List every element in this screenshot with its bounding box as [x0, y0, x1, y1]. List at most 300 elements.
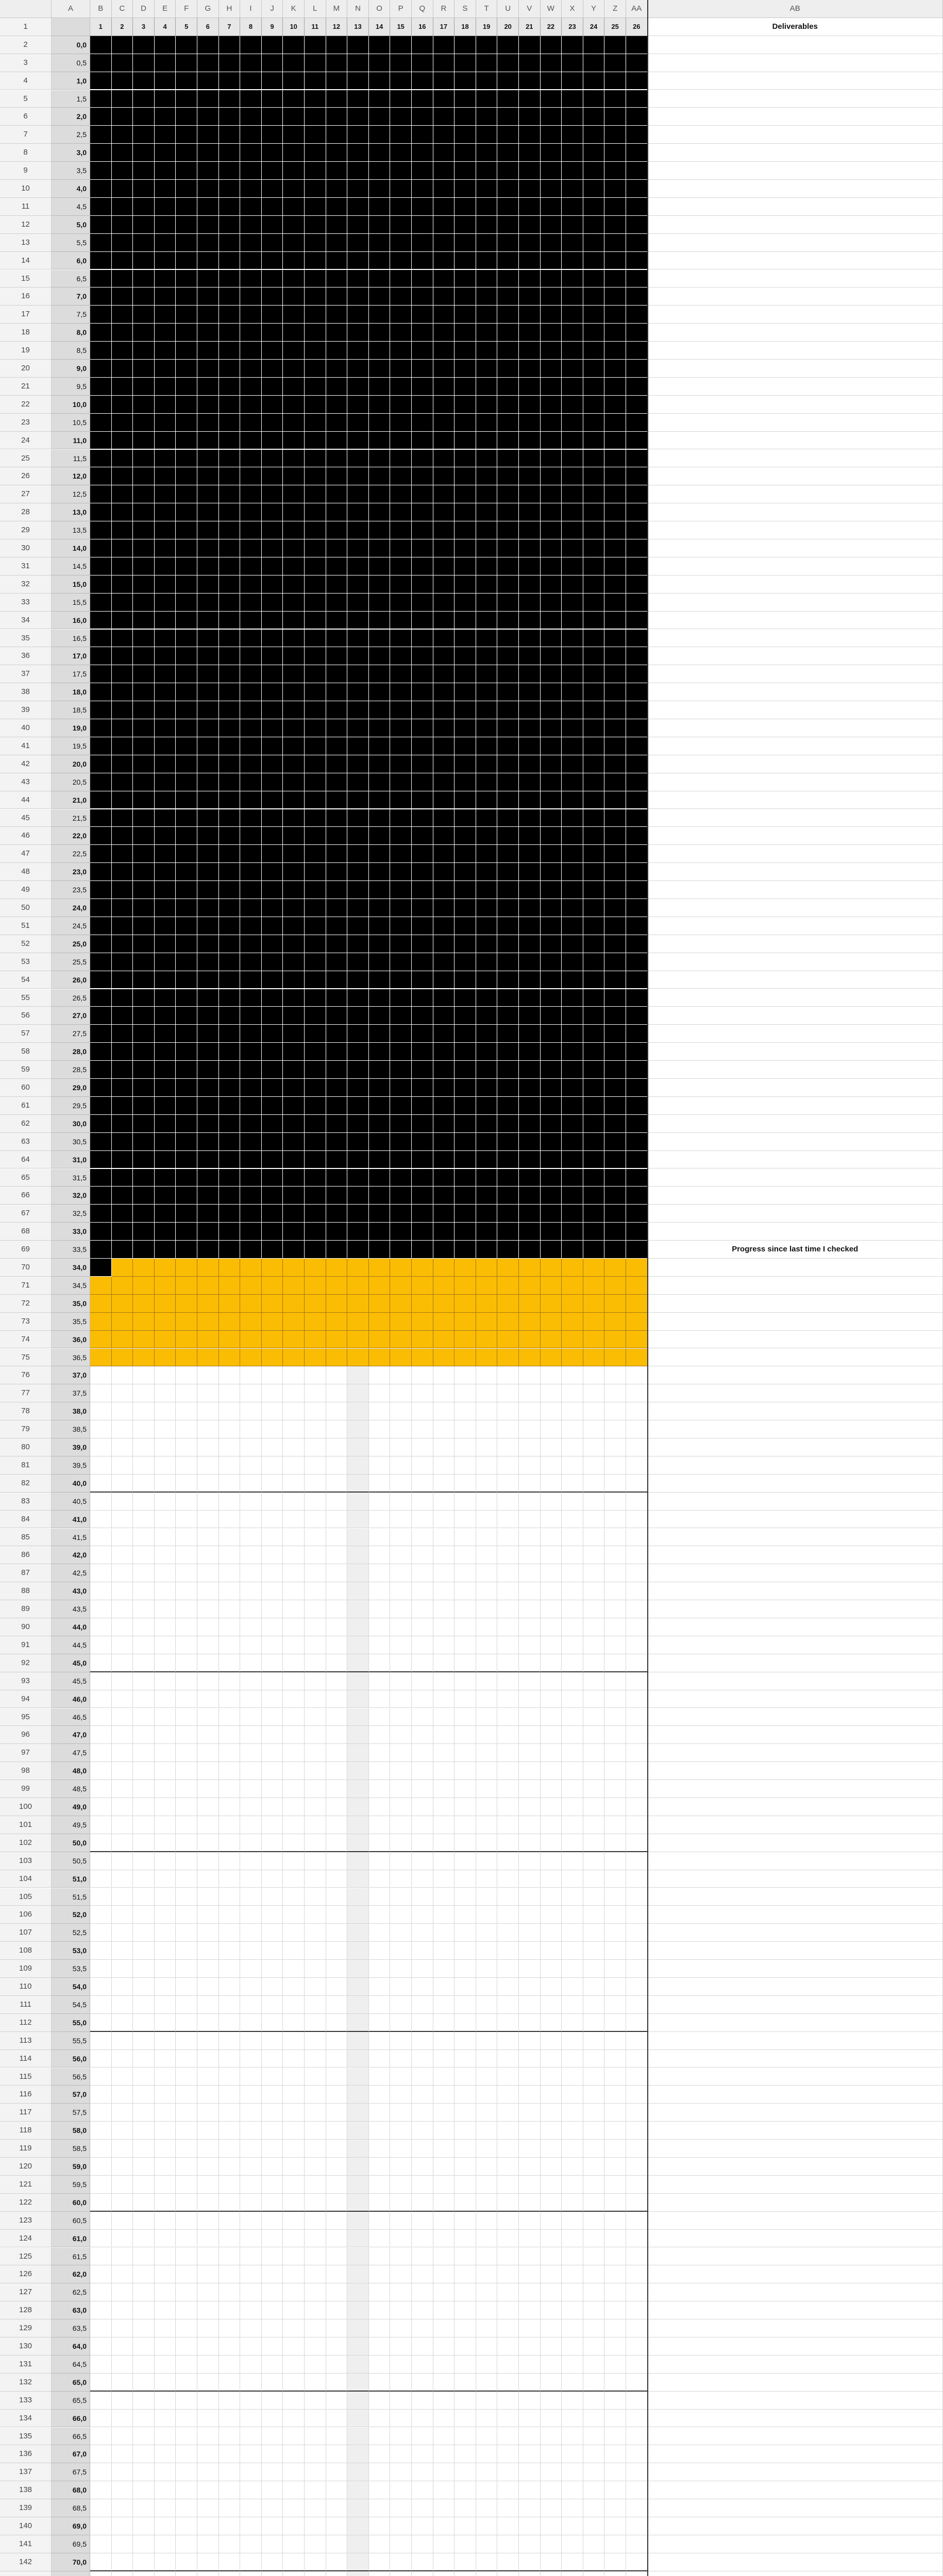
filled-cell[interactable] — [219, 1007, 241, 1025]
filled-cell[interactable] — [604, 1025, 626, 1043]
row-number[interactable]: 113 — [0, 2032, 52, 2050]
filled-cell[interactable] — [262, 773, 283, 791]
filled-cell[interactable] — [626, 324, 648, 342]
grid-cell[interactable] — [369, 2517, 391, 2535]
filled-cell[interactable] — [604, 432, 626, 450]
grid-cell[interactable] — [390, 2481, 412, 2499]
filled-cell[interactable] — [433, 647, 455, 665]
filled-cell[interactable] — [176, 827, 197, 845]
grid-cell[interactable] — [133, 2068, 155, 2086]
grid-cell[interactable] — [390, 1762, 412, 1780]
filled-cell[interactable] — [326, 881, 348, 899]
filled-cell[interactable] — [305, 683, 326, 701]
grid-cell[interactable] — [454, 1546, 476, 1564]
cell-ab[interactable] — [648, 881, 943, 899]
grid-cell[interactable] — [155, 2032, 176, 2050]
grid-cell[interactable] — [454, 1996, 476, 2014]
row-number[interactable]: 3 — [0, 54, 52, 72]
filled-cell[interactable] — [262, 378, 283, 396]
progress-cell[interactable] — [412, 1331, 433, 1349]
cell-ab[interactable] — [648, 2140, 943, 2158]
filled-cell[interactable] — [305, 378, 326, 396]
filled-cell[interactable] — [454, 917, 476, 935]
grid-cell[interactable] — [562, 1852, 583, 1870]
grid-cell[interactable] — [583, 2517, 605, 2535]
grid-cell[interactable] — [369, 1366, 391, 1384]
grid-cell[interactable] — [262, 2535, 283, 2553]
filled-cell[interactable] — [626, 1187, 648, 1205]
grid-cell[interactable] — [412, 1834, 433, 1852]
filled-cell[interactable] — [433, 414, 455, 432]
time-value-cell[interactable]: 39,0 — [52, 1438, 90, 1456]
filled-cell[interactable] — [476, 971, 498, 989]
filled-cell[interactable] — [133, 144, 155, 162]
grid-cell[interactable] — [497, 2392, 519, 2410]
filled-cell[interactable] — [390, 414, 412, 432]
filled-cell[interactable] — [262, 306, 283, 324]
grid-cell[interactable] — [519, 1690, 541, 1708]
grid-cell[interactable] — [454, 1493, 476, 1511]
column-header-l[interactable]: L — [305, 0, 326, 18]
grid-cell[interactable] — [476, 1996, 498, 2014]
time-value-cell[interactable]: 11,0 — [52, 432, 90, 450]
filled-cell[interactable] — [155, 180, 176, 198]
grid-cell[interactable] — [283, 2248, 305, 2266]
filled-cell[interactable] — [497, 612, 519, 630]
filled-cell[interactable] — [369, 521, 391, 539]
filled-cell[interactable] — [541, 737, 562, 755]
grid-cell[interactable] — [476, 1726, 498, 1744]
grid-cell[interactable] — [90, 1475, 112, 1493]
filled-cell[interactable] — [155, 324, 176, 342]
filled-cell[interactable] — [283, 54, 305, 72]
grid-cell[interactable] — [262, 1475, 283, 1493]
time-value-cell[interactable]: 68,0 — [52, 2481, 90, 2499]
filled-cell[interactable] — [476, 1061, 498, 1079]
grid-cell[interactable] — [390, 1564, 412, 1582]
progress-cell[interactable] — [583, 1331, 605, 1349]
filled-cell[interactable] — [476, 575, 498, 594]
time-value-cell[interactable]: 3,0 — [52, 144, 90, 162]
grid-cell[interactable] — [476, 2248, 498, 2266]
grid-cell[interactable] — [219, 2428, 241, 2446]
filled-cell[interactable] — [112, 1223, 133, 1241]
grid-cell[interactable] — [197, 2068, 219, 2086]
filled-cell[interactable] — [604, 935, 626, 953]
grid-cell[interactable] — [262, 1636, 283, 1654]
grid-cell[interactable] — [90, 1960, 112, 1978]
grid-cell[interactable] — [326, 1906, 348, 1924]
grid-cell[interactable] — [347, 1816, 369, 1834]
grid-cell[interactable] — [240, 2301, 262, 2319]
filled-cell[interactable] — [476, 1115, 498, 1133]
time-value-cell[interactable]: 19,0 — [52, 719, 90, 737]
grid-cell[interactable] — [454, 1906, 476, 1924]
filled-cell[interactable] — [326, 719, 348, 737]
grid-cell[interactable] — [626, 1996, 648, 2014]
grid-cell[interactable] — [197, 2301, 219, 2319]
filled-cell[interactable] — [369, 414, 391, 432]
filled-cell[interactable] — [112, 773, 133, 791]
filled-cell[interactable] — [476, 647, 498, 665]
grid-cell[interactable] — [412, 1708, 433, 1726]
filled-cell[interactable] — [604, 360, 626, 378]
filled-cell[interactable] — [369, 306, 391, 324]
grid-cell[interactable] — [112, 2301, 133, 2319]
row-number[interactable] — [0, 2571, 52, 2576]
progress-cell[interactable] — [240, 1259, 262, 1277]
grid-cell[interactable] — [155, 1816, 176, 1834]
grid-cell[interactable] — [219, 2535, 241, 2553]
number-header-cell[interactable]: 12 — [326, 18, 348, 36]
filled-cell[interactable] — [390, 360, 412, 378]
grid-cell[interactable] — [197, 1384, 219, 1402]
grid-cell[interactable] — [626, 2104, 648, 2122]
filled-cell[interactable] — [197, 180, 219, 198]
filled-cell[interactable] — [454, 630, 476, 648]
row-number[interactable]: 37 — [0, 665, 52, 683]
grid-cell[interactable] — [390, 2517, 412, 2535]
filled-cell[interactable] — [240, 90, 262, 108]
grid-cell[interactable] — [283, 1924, 305, 1942]
grid-cell[interactable] — [90, 2230, 112, 2248]
filled-cell[interactable] — [112, 1241, 133, 1259]
grid-cell[interactable] — [347, 1690, 369, 1708]
filled-cell[interactable] — [369, 881, 391, 899]
filled-cell[interactable] — [90, 1097, 112, 1115]
grid-cell[interactable] — [476, 1420, 498, 1438]
filled-cell[interactable] — [176, 324, 197, 342]
grid-cell[interactable] — [262, 2032, 283, 2050]
filled-cell[interactable] — [454, 953, 476, 971]
progress-cell[interactable] — [369, 1313, 391, 1331]
filled-cell[interactable] — [240, 1115, 262, 1133]
filled-cell[interactable] — [604, 1061, 626, 1079]
grid-cell[interactable] — [519, 2481, 541, 2499]
cell-ab[interactable] — [648, 1690, 943, 1708]
grid-cell[interactable] — [497, 2319, 519, 2337]
grid-cell[interactable] — [390, 2248, 412, 2266]
filled-cell[interactable] — [90, 737, 112, 755]
grid-cell[interactable] — [433, 2535, 455, 2553]
grid-cell[interactable] — [497, 2032, 519, 2050]
filled-cell[interactable] — [562, 845, 583, 863]
filled-cell[interactable] — [497, 521, 519, 539]
grid-cell[interactable] — [604, 1762, 626, 1780]
grid-cell[interactable] — [219, 1726, 241, 1744]
filled-cell[interactable] — [433, 234, 455, 252]
grid-cell[interactable] — [90, 2301, 112, 2319]
grid-cell[interactable] — [112, 2283, 133, 2301]
grid-cell[interactable] — [155, 1600, 176, 1618]
grid-cell[interactable] — [454, 1852, 476, 1870]
filled-cell[interactable] — [347, 503, 369, 521]
grid-cell[interactable] — [433, 1906, 455, 1924]
filled-cell[interactable] — [326, 306, 348, 324]
filled-cell[interactable] — [176, 845, 197, 863]
filled-cell[interactable] — [541, 198, 562, 216]
grid-cell[interactable] — [197, 1798, 219, 1816]
filled-cell[interactable] — [133, 953, 155, 971]
filled-cell[interactable] — [626, 144, 648, 162]
grid-cell[interactable] — [112, 1475, 133, 1493]
grid-cell[interactable] — [476, 1511, 498, 1529]
filled-cell[interactable] — [476, 845, 498, 863]
filled-cell[interactable] — [390, 378, 412, 396]
filled-cell[interactable] — [454, 198, 476, 216]
grid-cell[interactable] — [541, 2374, 562, 2392]
progress-cell[interactable] — [454, 1295, 476, 1313]
filled-cell[interactable] — [347, 1169, 369, 1187]
grid-cell[interactable] — [283, 2428, 305, 2446]
grid-cell[interactable] — [240, 2355, 262, 2374]
filled-cell[interactable] — [626, 827, 648, 845]
grid-cell[interactable] — [369, 1600, 391, 1618]
row-number[interactable]: 92 — [0, 1654, 52, 1672]
filled-cell[interactable] — [112, 521, 133, 539]
grid-cell[interactable] — [454, 2050, 476, 2068]
filled-cell[interactable] — [369, 594, 391, 612]
filled-cell[interactable] — [283, 521, 305, 539]
filled-cell[interactable] — [562, 1007, 583, 1025]
grid-cell[interactable] — [133, 1672, 155, 1690]
filled-cell[interactable] — [626, 396, 648, 414]
filled-cell[interactable] — [262, 342, 283, 360]
filled-cell[interactable] — [305, 953, 326, 971]
filled-cell[interactable] — [262, 953, 283, 971]
grid-cell[interactable] — [240, 1726, 262, 1744]
row-number[interactable]: 83 — [0, 1493, 52, 1511]
grid-cell[interactable] — [497, 1726, 519, 1744]
grid-cell[interactable] — [133, 1978, 155, 1996]
filled-cell[interactable] — [497, 953, 519, 971]
progress-cell[interactable] — [219, 1259, 241, 1277]
grid-cell[interactable] — [519, 2374, 541, 2392]
grid-cell[interactable] — [390, 2463, 412, 2481]
grid-cell[interactable] — [326, 2050, 348, 2068]
filled-cell[interactable] — [562, 198, 583, 216]
grid-cell[interactable] — [90, 2158, 112, 2176]
filled-cell[interactable] — [433, 1061, 455, 1079]
grid-cell[interactable] — [133, 1546, 155, 1564]
filled-cell[interactable] — [412, 216, 433, 234]
progress-cell[interactable] — [197, 1259, 219, 1277]
progress-cell[interactable] — [133, 1259, 155, 1277]
filled-cell[interactable] — [90, 270, 112, 288]
grid-cell[interactable] — [476, 2355, 498, 2374]
grid-cell[interactable] — [197, 2410, 219, 2428]
filled-cell[interactable] — [347, 881, 369, 899]
filled-cell[interactable] — [155, 612, 176, 630]
grid-cell[interactable] — [562, 1618, 583, 1636]
filled-cell[interactable] — [262, 1043, 283, 1061]
grid-cell[interactable] — [626, 2050, 648, 2068]
grid-cell[interactable] — [562, 2104, 583, 2122]
filled-cell[interactable] — [604, 647, 626, 665]
grid-cell[interactable] — [390, 1906, 412, 1924]
filled-cell[interactable] — [369, 324, 391, 342]
grid-cell[interactable] — [562, 2374, 583, 2392]
filled-cell[interactable] — [562, 701, 583, 719]
grid-cell[interactable] — [112, 1600, 133, 1618]
grid-cell[interactable] — [433, 1924, 455, 1942]
filled-cell[interactable] — [369, 1223, 391, 1241]
progress-cell[interactable] — [197, 1277, 219, 1295]
progress-cell[interactable] — [369, 1277, 391, 1295]
grid-cell[interactable] — [112, 1762, 133, 1780]
grid-cell[interactable] — [347, 2392, 369, 2410]
grid-cell[interactable] — [90, 2068, 112, 2086]
time-value-cell[interactable]: 36,0 — [52, 1331, 90, 1349]
filled-cell[interactable] — [497, 791, 519, 809]
time-value-cell[interactable]: 61,5 — [52, 2248, 90, 2266]
grid-cell[interactable] — [133, 1870, 155, 1888]
filled-cell[interactable] — [262, 252, 283, 270]
grid-cell[interactable] — [412, 1618, 433, 1636]
filled-cell[interactable] — [112, 1187, 133, 1205]
filled-cell[interactable] — [412, 594, 433, 612]
grid-cell[interactable] — [155, 1744, 176, 1762]
cell-ab[interactable] — [648, 594, 943, 612]
filled-cell[interactable] — [347, 845, 369, 863]
grid-cell[interactable] — [155, 1780, 176, 1798]
number-header-cell[interactable]: 17 — [433, 18, 455, 36]
filled-cell[interactable] — [283, 1115, 305, 1133]
filled-cell[interactable] — [497, 485, 519, 503]
filled-cell[interactable] — [262, 1025, 283, 1043]
cell-ab[interactable] — [648, 2428, 943, 2446]
filled-cell[interactable] — [476, 252, 498, 270]
grid-cell[interactable] — [541, 2068, 562, 2086]
filled-cell[interactable] — [347, 827, 369, 845]
filled-cell[interactable] — [519, 755, 541, 773]
grid-cell[interactable] — [305, 1456, 326, 1475]
filled-cell[interactable] — [412, 1187, 433, 1205]
cell-ab[interactable] — [648, 2517, 943, 2535]
grid-cell[interactable] — [283, 2283, 305, 2301]
grid-cell[interactable] — [519, 1852, 541, 1870]
cell-ab[interactable] — [648, 971, 943, 989]
filled-cell[interactable] — [305, 1187, 326, 1205]
row-number[interactable]: 131 — [0, 2355, 52, 2374]
grid-cell[interactable] — [412, 2283, 433, 2301]
filled-cell[interactable] — [90, 647, 112, 665]
grid-cell[interactable] — [262, 1762, 283, 1780]
filled-cell[interactable] — [476, 827, 498, 845]
grid-cell[interactable] — [133, 2571, 155, 2576]
filled-cell[interactable] — [412, 935, 433, 953]
filled-cell[interactable] — [305, 989, 326, 1007]
grid-cell[interactable] — [176, 2392, 197, 2410]
grid-cell[interactable] — [476, 2481, 498, 2499]
filled-cell[interactable] — [262, 630, 283, 648]
filled-cell[interactable] — [497, 1133, 519, 1151]
filled-cell[interactable] — [112, 539, 133, 557]
grid-cell[interactable] — [433, 2553, 455, 2571]
filled-cell[interactable] — [604, 1223, 626, 1241]
grid-cell[interactable] — [197, 2319, 219, 2337]
filled-cell[interactable] — [390, 180, 412, 198]
filled-cell[interactable] — [519, 72, 541, 90]
filled-cell[interactable] — [497, 719, 519, 737]
filled-cell[interactable] — [240, 612, 262, 630]
filled-cell[interactable] — [390, 1241, 412, 1259]
progress-cell[interactable] — [305, 1313, 326, 1331]
grid-cell[interactable] — [305, 2140, 326, 2158]
filled-cell[interactable] — [412, 809, 433, 827]
cell-ab[interactable] — [648, 324, 943, 342]
grid-cell[interactable] — [347, 2014, 369, 2032]
filled-cell[interactable] — [604, 1097, 626, 1115]
filled-cell[interactable] — [133, 683, 155, 701]
time-value-cell[interactable]: 68,5 — [52, 2499, 90, 2517]
row-number[interactable]: 67 — [0, 1205, 52, 1223]
progress-cell[interactable] — [305, 1259, 326, 1277]
grid-cell[interactable] — [283, 1708, 305, 1726]
grid-cell[interactable] — [604, 2355, 626, 2374]
filled-cell[interactable] — [519, 90, 541, 108]
filled-cell[interactable] — [604, 809, 626, 827]
grid-cell[interactable] — [90, 1654, 112, 1672]
filled-cell[interactable] — [412, 665, 433, 683]
filled-cell[interactable] — [262, 594, 283, 612]
filled-cell[interactable] — [262, 1151, 283, 1169]
time-value-cell[interactable]: 46,0 — [52, 1690, 90, 1708]
filled-cell[interactable] — [326, 270, 348, 288]
grid-cell[interactable] — [412, 2050, 433, 2068]
grid-cell[interactable] — [219, 2571, 241, 2576]
time-value-cell[interactable]: 58,5 — [52, 2140, 90, 2158]
filled-cell[interactable] — [283, 1061, 305, 1079]
grid-cell[interactable] — [219, 1511, 241, 1529]
filled-cell[interactable] — [433, 935, 455, 953]
filled-cell[interactable] — [519, 630, 541, 648]
grid-cell[interactable] — [347, 2374, 369, 2392]
filled-cell[interactable] — [604, 1205, 626, 1223]
cell-ab[interactable] — [648, 1115, 943, 1133]
grid-cell[interactable] — [176, 2517, 197, 2535]
filled-cell[interactable] — [497, 1043, 519, 1061]
grid-cell[interactable] — [155, 2086, 176, 2104]
filled-cell[interactable] — [390, 971, 412, 989]
grid-cell[interactable] — [433, 1690, 455, 1708]
cell-ab[interactable] — [648, 1942, 943, 1960]
filled-cell[interactable] — [326, 144, 348, 162]
grid-cell[interactable] — [626, 2283, 648, 2301]
filled-cell[interactable] — [219, 396, 241, 414]
grid-cell[interactable] — [454, 1672, 476, 1690]
cell-ab[interactable] — [648, 2410, 943, 2428]
grid-cell[interactable] — [305, 1618, 326, 1636]
time-value-cell[interactable]: 21,0 — [52, 791, 90, 809]
grid-cell[interactable] — [176, 1744, 197, 1762]
grid-cell[interactable] — [155, 2014, 176, 2032]
grid-cell[interactable] — [305, 2374, 326, 2392]
filled-cell[interactable] — [112, 575, 133, 594]
filled-cell[interactable] — [305, 252, 326, 270]
time-value-cell[interactable]: 60,0 — [52, 2194, 90, 2212]
grid-cell[interactable] — [197, 1582, 219, 1600]
grid-cell[interactable] — [454, 2230, 476, 2248]
time-value-cell[interactable]: 64,5 — [52, 2355, 90, 2374]
filled-cell[interactable] — [390, 1223, 412, 1241]
grid-cell[interactable] — [240, 2248, 262, 2266]
filled-cell[interactable] — [262, 1115, 283, 1133]
filled-cell[interactable] — [604, 557, 626, 575]
progress-cell[interactable] — [604, 1277, 626, 1295]
number-header-cell[interactable]: 1 — [90, 18, 112, 36]
time-value-cell[interactable]: 56,5 — [52, 2068, 90, 2086]
